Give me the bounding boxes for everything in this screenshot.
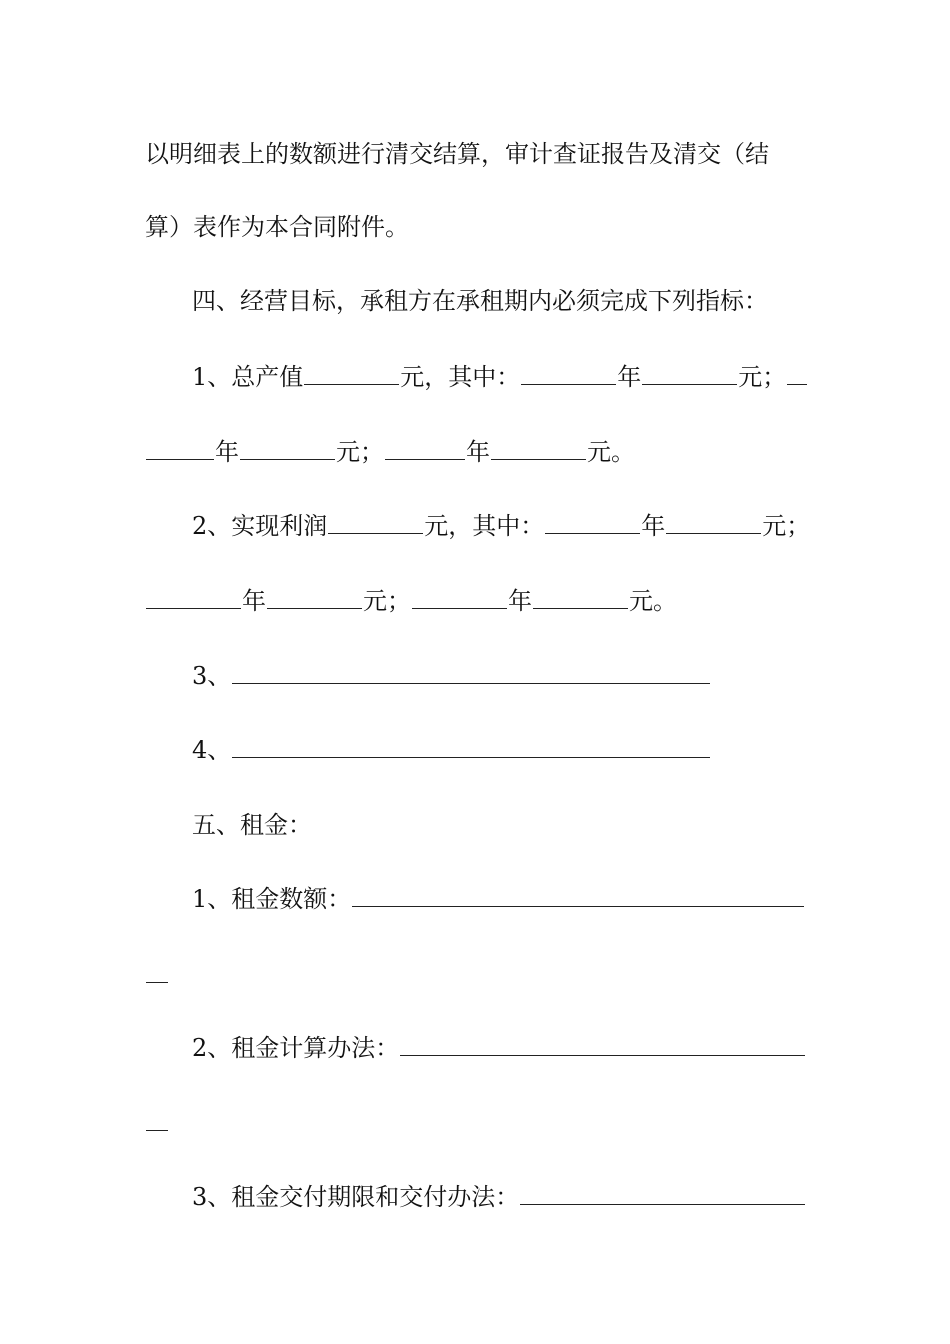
unit-yuan-semicolon: 元； — [336, 438, 384, 466]
blank-field — [146, 607, 241, 609]
rent-2-line — [192, 1033, 857, 1063]
blank-field — [642, 383, 737, 385]
item-3-label: 3、 — [192, 662, 232, 690]
item-3-line — [192, 661, 857, 691]
blank-field — [400, 1054, 805, 1056]
item-1-label: 1、总产值 — [192, 363, 304, 391]
blank-field — [666, 532, 761, 534]
rent-1-line — [192, 884, 857, 914]
unit-nian: 年 — [466, 438, 490, 466]
blank-field — [267, 607, 362, 609]
rent-1-continuation — [145, 960, 810, 990]
unit-yuan: 元 — [400, 363, 425, 391]
blank-field — [385, 458, 465, 460]
blank-field — [545, 532, 640, 534]
blank-field — [146, 981, 168, 983]
blank-field — [232, 682, 710, 684]
rent-1-label: 1、租金数额： — [192, 885, 352, 913]
unit-nian: 年 — [242, 587, 266, 615]
rent-2-continuation — [145, 1108, 810, 1138]
item-2-line — [192, 511, 857, 541]
item-4-line — [192, 735, 857, 765]
unit-yuan-semicolon: 元； — [363, 587, 411, 615]
unit-nian: 年 — [617, 363, 642, 391]
item-4-label: 4、 — [192, 736, 232, 764]
section-5-heading: 五、租金： — [192, 811, 312, 839]
paragraph-line-2: 算）表作为本合同附件。 — [145, 213, 409, 241]
blank-field — [520, 1203, 805, 1205]
unit-nian: 年 — [641, 512, 666, 540]
blank-field — [491, 458, 586, 460]
qizhong-label: ，其中： — [424, 363, 521, 391]
blank-field — [412, 607, 507, 609]
blank-field — [352, 905, 804, 907]
unit-yuan-period: 元。 — [587, 438, 635, 466]
unit-yuan-semicolon: 元； — [762, 512, 811, 540]
blank-field — [787, 383, 807, 385]
blank-field — [328, 532, 423, 534]
rent-2-label: 2、租金计算办法： — [192, 1034, 400, 1062]
unit-yuan-period: 元。 — [629, 587, 677, 615]
item-2-continuation — [145, 586, 810, 616]
unit-yuan: 元 — [424, 512, 449, 540]
section-4-heading: 四、经营目标，承租方在承租期内必须完成下列指标： — [192, 287, 768, 315]
rent-3-label: 3、租金交付期限和交付办法： — [192, 1183, 520, 1211]
blank-field — [521, 383, 616, 385]
unit-nian: 年 — [508, 587, 532, 615]
blank-field — [232, 756, 710, 758]
blank-field — [304, 383, 399, 385]
blank-field — [240, 458, 335, 460]
blank-field — [146, 458, 214, 460]
rent-3-line — [192, 1182, 857, 1212]
item-1-line — [192, 362, 857, 392]
unit-yuan-semicolon: 元； — [738, 363, 787, 391]
blank-field — [146, 1129, 168, 1131]
blank-field — [533, 607, 628, 609]
qizhong-label: ，其中： — [448, 512, 545, 540]
item-1-continuation — [145, 437, 810, 467]
item-2-label: 2、实现利润 — [192, 512, 328, 540]
unit-nian: 年 — [215, 438, 239, 466]
paragraph-line-1: 以明细表上的数额进行清交结算，审计查证报告及清交（结 — [145, 140, 769, 168]
